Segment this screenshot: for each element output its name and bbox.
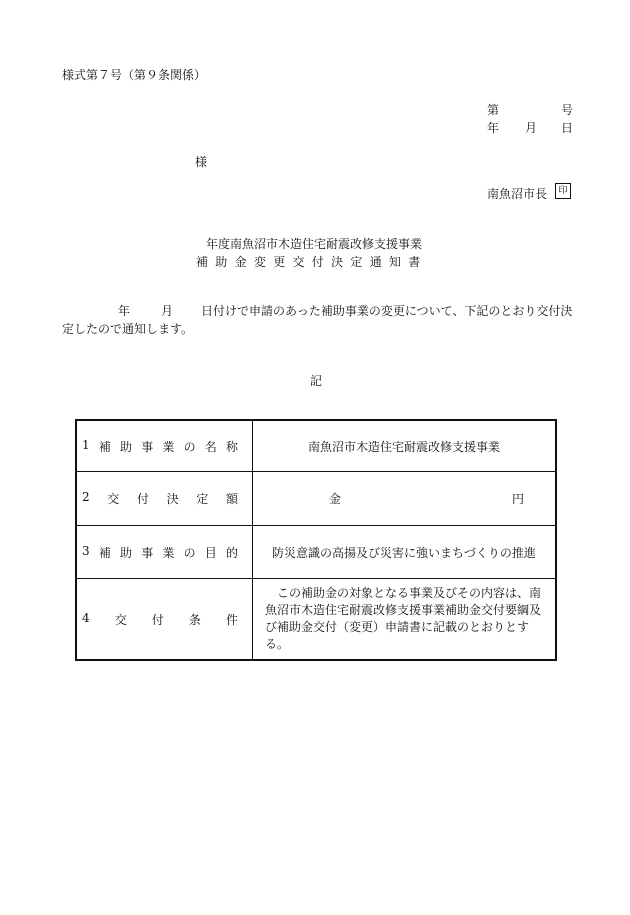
table-row	[76, 579, 556, 661]
ki-heading: 記	[310, 374, 323, 388]
issuer-name: 南魚沼市長	[487, 187, 548, 201]
table-row	[76, 420, 556, 472]
label-char: 業	[162, 545, 175, 560]
title-line-1: 年度南魚沼市木造住宅耐震改修支援事業	[206, 237, 423, 251]
amount-suffix: 円	[511, 492, 524, 506]
label-char: 付	[136, 492, 149, 506]
label-char: 交	[107, 492, 120, 506]
doc-number-prefix: 第	[487, 103, 500, 117]
purpose-value: 防災意識の高揚及び災害に強いまちづくりの推進	[253, 526, 557, 579]
date-year: 年	[487, 121, 500, 135]
label-char: 的	[225, 545, 238, 560]
row-label	[76, 472, 253, 526]
label-char: 事	[141, 545, 154, 560]
label-char: 交	[114, 612, 127, 627]
row-label	[76, 526, 253, 579]
row-label	[76, 420, 253, 472]
form-label: 様式第７号（第９条関係）	[62, 68, 207, 82]
table-row	[76, 526, 556, 579]
date-day: 日	[561, 121, 574, 135]
amount-value	[253, 472, 557, 526]
row-number: 2	[82, 490, 90, 504]
row-label	[76, 579, 253, 661]
date-month: 月	[525, 121, 538, 135]
label-char: 補	[98, 439, 111, 454]
doc-number-suffix: 号	[561, 103, 574, 117]
row-number: 3	[82, 543, 90, 558]
label-char: の	[183, 439, 196, 454]
amount-prefix: 金	[329, 492, 342, 506]
label-char: 定	[196, 492, 209, 506]
label-char: 助	[120, 439, 133, 454]
body-year: 年	[118, 304, 131, 318]
label-char: 事	[141, 439, 154, 454]
label-char: 件	[225, 612, 238, 627]
label-char: 決	[166, 492, 179, 506]
body-month: 月	[161, 304, 174, 318]
label-char: の	[183, 545, 196, 560]
conditions-text: この補助金の対象となる事業及びその内容は、南魚沼市木造住宅耐震改修支援事業補助金交付要綱及び補助金交付（変更）申請書に記載のとおりとする。	[265, 586, 542, 651]
label-char: 目	[204, 545, 217, 560]
seal-stamp: 印	[555, 183, 571, 199]
project-name-value: 南魚沼市木造住宅耐震改修支援事業	[253, 420, 557, 472]
label-char: 補	[98, 545, 111, 560]
label-char: 称	[225, 439, 238, 454]
grant-table	[75, 419, 557, 661]
label-char: 条	[188, 612, 201, 627]
recipient-honorific: 様	[195, 155, 208, 169]
row-number: 4	[82, 610, 90, 625]
label-char: 業	[162, 439, 175, 454]
title-line-2: 補助金変更交付決定通知書	[196, 255, 428, 269]
body-paragraph	[62, 302, 574, 338]
body-text: 日付けで申請のあった補助事業の変更について、下記のとおり交付決定したので通知します。	[62, 304, 573, 336]
row-number: 1	[82, 437, 90, 452]
label-char: 付	[151, 612, 164, 627]
label-char: 額	[225, 492, 238, 506]
label-char: 助	[120, 545, 133, 560]
conditions-value	[253, 579, 557, 661]
label-char: 名	[204, 439, 217, 454]
table-row	[76, 472, 556, 526]
